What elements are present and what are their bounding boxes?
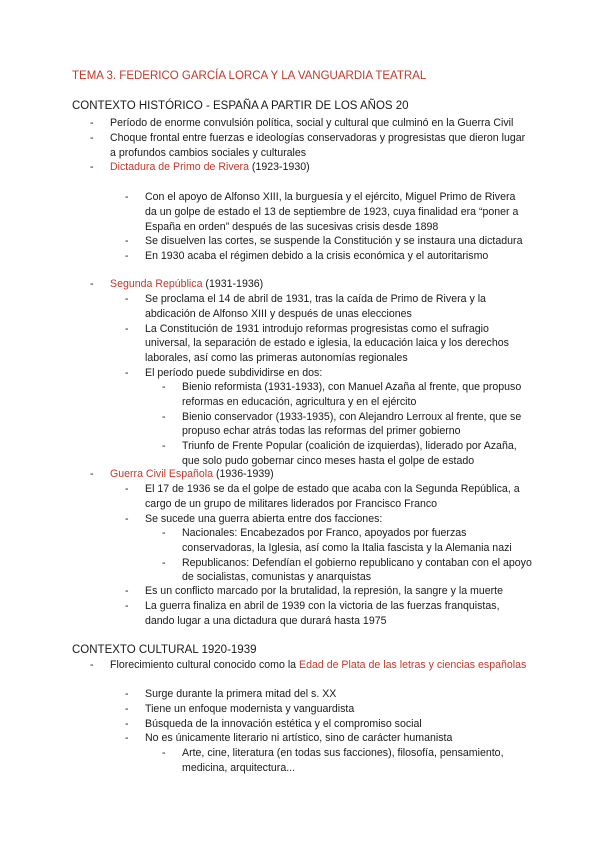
humanista-sublist: [162, 746, 532, 776]
list-item-republica: - Segunda República (1931-1936): [90, 278, 264, 290]
highlight-dictadura: Dictadura de Primo de Rivera: [110, 161, 249, 174]
section-heading-historical: CONTEXTO HISTÓRICO - ESPAÑA A PARTIR DE LOS AÑOS 20: [72, 100, 409, 112]
highlight-republica: Segunda República: [110, 278, 203, 290]
list-item: - Con el apoyo de Alfonso XIII, la burguesía y el ejército, Miguel Primo de Rivera da un golpe de estado el 13 de septiembre de 1923, cuya finalidad era “poner a España en orden” después de las sucesivas crisis desde 1898: [125, 191, 519, 233]
list-item: - Surge durante la primera mitad del s. XX: [125, 688, 337, 700]
highlight-guerra: Guerra Civil Española: [110, 468, 214, 480]
periodo-sublist: [162, 380, 532, 469]
list-item: - Bienio conservador (1933-1935), con Alejandro Lerroux al frente, que se propuso echar atrás todas las reformas del primer gobierno: [162, 410, 522, 438]
list-item: - El período puede subdividirse en dos:: [125, 366, 323, 379]
guerra-sublist-b: [125, 584, 530, 628]
cultural-sublist: [125, 687, 530, 746]
list-item-edad-de-plata: - Florecimiento cultural conocido como la Edad de Plata de las letras y ciencias españolas: [90, 659, 527, 671]
list-item: - Triunfo de Frente Popular (coalición de izquierdas), liderado por Azaña, que solo pudo gobernar cinco meses hasta el golpe de estado: [162, 440, 517, 467]
dictadura-sublist: [125, 190, 530, 264]
list-item: - Se sucede una guerra abierta entre dos facciones:: [125, 512, 383, 525]
list-item: - Tiene un enfoque modernista y vanguardista: [125, 702, 355, 715]
guerra-sublist-a: [125, 482, 530, 526]
list-item: - Bienio reformista (1931-1933), con Manuel Azaña al frente, que propuso reformas en educación, agricultura y en el ejército: [162, 381, 522, 408]
republica-sublist: [125, 292, 530, 381]
facciones-sublist: [162, 526, 532, 585]
list-item: - Republicanos: Defendían el gobierno republicano y contaban con el apoyo de socialistas, comunistas y anarquistas: [162, 556, 532, 584]
list-item-dictadura: - Dictadura de Primo de Rivera (1923-1930): [90, 161, 310, 174]
list-item: - No es únicamente literario ni artístico, sino de carácter humanista: [125, 732, 453, 745]
cultural-list: [90, 658, 530, 673]
list-item: - La guerra finaliza en abril de 1939 con la victoria de las fuerzas franquistas, dando lugar a una dictadura que durará hasta 1975: [125, 599, 500, 627]
list-item: - Nacionales: Encabezados por Franco, apoyados por fuerzas conservadoras, la Iglesia, así como la Italia fascista y la Alemania nazi: [162, 527, 512, 554]
list-item: - La Constitución de 1931 introdujo reformas progresistas como el sufragio universal, la separación de estado e iglesia, la educación laica y los derechos laborales, así como las primeras autonomías regionales: [125, 322, 509, 365]
list-item: - Choque frontal entre fuerzas e ideologías conservadoras y progresistas que dieron lugar a profundos cambios sociales y culturales: [90, 131, 526, 159]
list-item: - Búsqueda de la innovación estética y el compromiso social: [125, 717, 422, 730]
list-item: - Se proclama el 14 de abril de 1931, tras la caída de Primo de Rivera y la abdicación de Alfonso XIII y después de unas elecciones: [125, 293, 486, 320]
guerra-list: [90, 467, 530, 482]
list-item: - Es un conflicto marcado por la brutalidad, la represión, la sangre y la muerte: [125, 585, 504, 597]
highlight-edad-de-plata: Edad de Plata de las letras y ciencias españolas: [299, 659, 527, 671]
list-item: - El 17 de 1936 se da el golpe de estado que acaba con la Segunda República, a cargo de un grupo de militares liderados por Francisco Franco: [125, 483, 520, 510]
section-heading-cultural: CONTEXTO CULTURAL 1920-1939: [72, 644, 257, 656]
list-item: - Se disuelven las cortes, se suspende la Constitución y se instaura una dictadura: [125, 235, 523, 248]
list-item-guerra: - Guerra Civil Española (1936-1939): [90, 468, 274, 480]
republica-list: [90, 277, 530, 292]
list-item: - En 1930 acaba el régimen debido a la crisis económica y el autoritarismo: [125, 250, 489, 263]
page-title: TEMA 3. FEDERICO GARCÍA LORCA Y LA VANGUARDIA TEATRAL: [72, 70, 427, 82]
list-item: - Período de enorme convulsión política, social y cultural que culminó en la Guerra Civil: [90, 117, 514, 129]
historical-list: [90, 116, 530, 175]
list-item: - Arte, cine, literatura (en todas sus facciones), filosofía, pensamiento, medicina, arquitectura...: [162, 747, 504, 774]
